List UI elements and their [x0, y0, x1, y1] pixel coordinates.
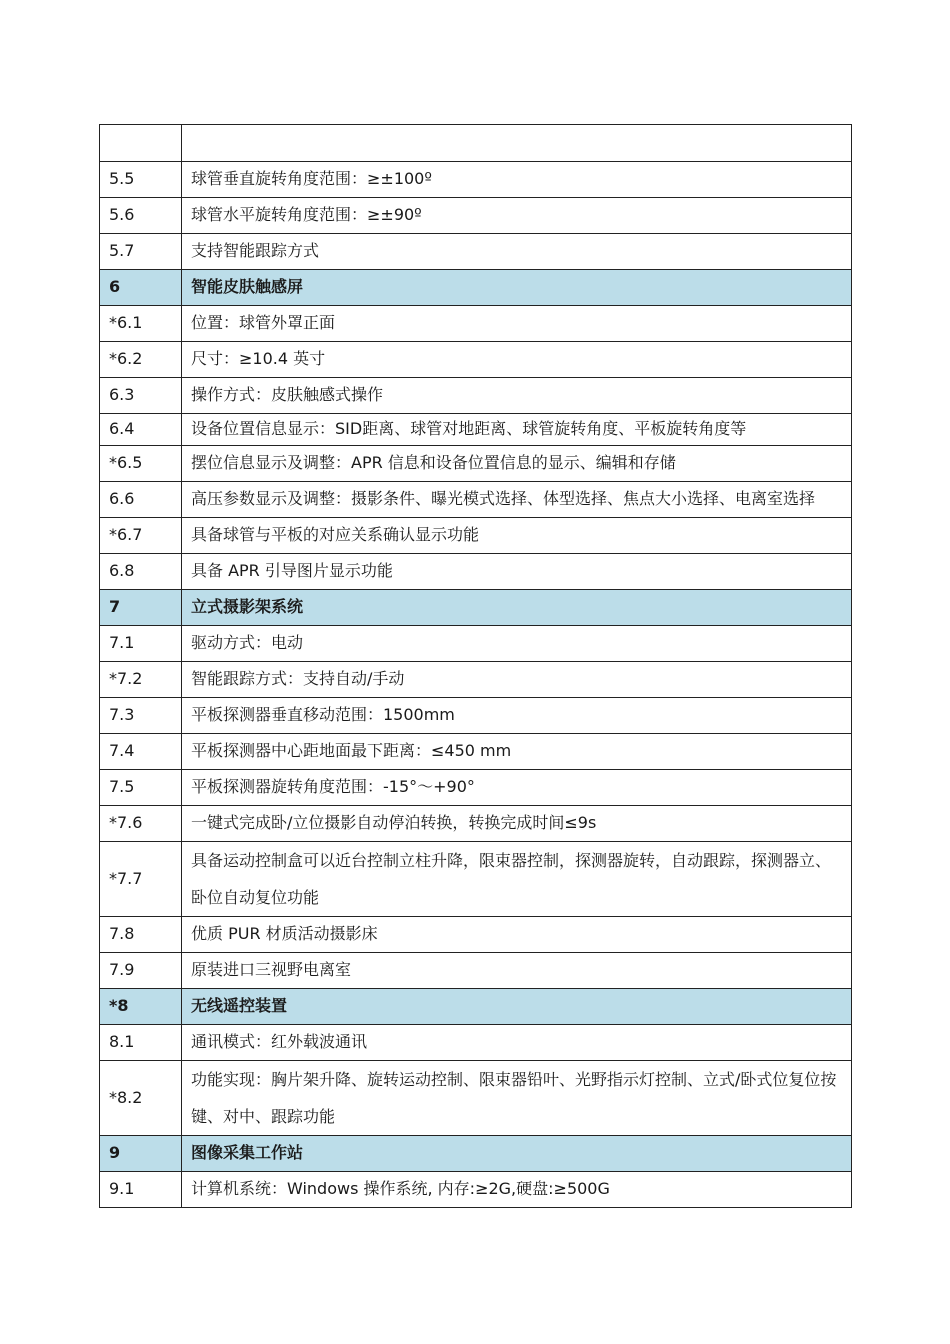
table-row: [100, 1061, 852, 1136]
item-number: [100, 125, 182, 162]
item-description: 高压参数显示及调整：摄影条件、曝光模式选择、体型选择、焦点大小选择、电离室选择: [182, 482, 852, 518]
table-row: [100, 482, 852, 518]
section-title: 图像采集工作站: [182, 1136, 852, 1172]
table-row: [100, 518, 852, 554]
item-description: 球管垂直旋转角度范围：≥±100º: [182, 162, 852, 198]
item-description: 通讯模式：红外载波通讯: [182, 1025, 852, 1061]
item-description: 具备球管与平板的对应关系确认显示功能: [182, 518, 852, 554]
item-number: *6.5: [100, 446, 182, 482]
item-number: 6.6: [100, 482, 182, 518]
section-title: 智能皮肤触感屏: [182, 270, 852, 306]
item-number: *8: [100, 989, 182, 1025]
item-number: 7.1: [100, 626, 182, 662]
item-description: 原装进口三视野电离室: [182, 953, 852, 989]
item-description: 功能实现：胸片架升降、旋转运动控制、限束器铅叶、光野指示灯控制、立式/卧式位复位按键、对中、跟踪功能: [182, 1061, 852, 1136]
item-number: *6.2: [100, 342, 182, 378]
item-number: 7.4: [100, 734, 182, 770]
item-number: *7.7: [100, 842, 182, 917]
table-row: [100, 734, 852, 770]
item-number: 7.9: [100, 953, 182, 989]
table-row: [100, 953, 852, 989]
table-row: [100, 626, 852, 662]
section-header-row: [100, 989, 852, 1025]
item-number: *7.6: [100, 806, 182, 842]
item-number: 6.8: [100, 554, 182, 590]
section-header-row: [100, 590, 852, 626]
table-row: [100, 1172, 852, 1208]
table-row: [100, 378, 852, 414]
item-description: 平板探测器垂直移动范围：1500mm: [182, 698, 852, 734]
table-row: [100, 162, 852, 198]
item-number: 5.7: [100, 234, 182, 270]
item-number: *6.1: [100, 306, 182, 342]
item-description: 平板探测器中心距地面最下距离：≤450 mm: [182, 734, 852, 770]
item-description: 操作方式：皮肤触感式操作: [182, 378, 852, 414]
table-row: [100, 770, 852, 806]
table-row: [100, 842, 852, 917]
table-row: [100, 446, 852, 482]
item-number: *6.7: [100, 518, 182, 554]
item-number: 7.3: [100, 698, 182, 734]
section-header-row: [100, 1136, 852, 1172]
table-row: [100, 554, 852, 590]
table-row: [100, 662, 852, 698]
table-row: [100, 1025, 852, 1061]
item-description: 驱动方式：电动: [182, 626, 852, 662]
section-title: 无线遥控装置: [182, 989, 852, 1025]
spec-table: [99, 124, 852, 1208]
item-number: *7.2: [100, 662, 182, 698]
item-description: 优质 PUR 材质活动摄影床: [182, 917, 852, 953]
table-row: [100, 198, 852, 234]
table-row: [100, 806, 852, 842]
item-description: 计算机系统：Windows 操作系统, 内存:≥2G,硬盘:≥500G: [182, 1172, 852, 1208]
table-row: [100, 342, 852, 378]
table-row: [100, 306, 852, 342]
table-row: [100, 917, 852, 953]
item-description: 球管水平旋转角度范围：≥±90º: [182, 198, 852, 234]
item-number: 5.5: [100, 162, 182, 198]
table-row: [100, 234, 852, 270]
item-number: 7.8: [100, 917, 182, 953]
item-description: 尺寸：≥10.4 英寸: [182, 342, 852, 378]
spec-table-body: [100, 125, 852, 1208]
item-description: 一键式完成卧/立位摄影自动停泊转换，转换完成时间≤9s: [182, 806, 852, 842]
item-description: 摆位信息显示及调整：APR 信息和设备位置信息的显示、编辑和存储: [182, 446, 852, 482]
section-title: 立式摄影架系统: [182, 590, 852, 626]
item-description: [182, 125, 852, 162]
item-description: 平板探测器旋转角度范围：-15°～+90°: [182, 770, 852, 806]
item-number: 5.6: [100, 198, 182, 234]
item-number: 8.1: [100, 1025, 182, 1061]
item-number: 6.3: [100, 378, 182, 414]
item-description: 支持智能跟踪方式: [182, 234, 852, 270]
table-row: [100, 698, 852, 734]
item-number: 7.5: [100, 770, 182, 806]
item-number: *8.2: [100, 1061, 182, 1136]
item-description: 位置：球管外罩正面: [182, 306, 852, 342]
table-row: [100, 414, 852, 446]
item-number: 6.4: [100, 414, 182, 446]
item-description: 具备运动控制盒可以近台控制立柱升降，限束器控制，探测器旋转，自动跟踪，探测器立、卧位自动复位功能: [182, 842, 852, 917]
section-header-row: [100, 270, 852, 306]
item-number: 6: [100, 270, 182, 306]
item-number: 7: [100, 590, 182, 626]
item-number: 9: [100, 1136, 182, 1172]
item-description: 智能跟踪方式：支持自动/手动: [182, 662, 852, 698]
table-row: [100, 125, 852, 162]
item-description: 设备位置信息显示：SID距离、球管对地距离、球管旋转角度、平板旋转角度等: [182, 414, 852, 446]
item-description: 具备 APR 引导图片显示功能: [182, 554, 852, 590]
item-number: 9.1: [100, 1172, 182, 1208]
